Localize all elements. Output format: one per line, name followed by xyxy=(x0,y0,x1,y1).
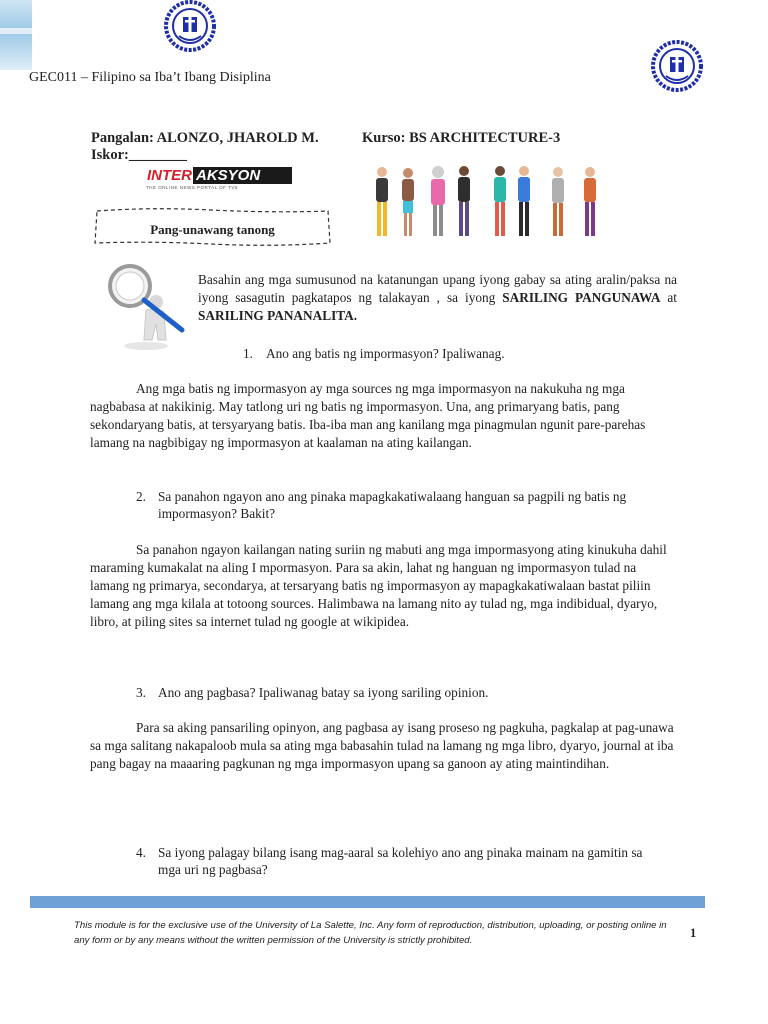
logo-tagline: THE ONLINE NEWS PORTAL OF TV5 xyxy=(146,185,238,190)
intro-emphasis-2: SARILING PANANALITA. xyxy=(198,308,358,323)
university-seal-right xyxy=(648,40,706,92)
magnifier-icon xyxy=(104,262,188,352)
intro-text: Basahin ang mga sumusunod na katanungan upang iyong gabay sa ating aralin/paksa na iyong sasagutin pagkatapos ng talakayan , sa iyong xyxy=(198,272,677,305)
score-field: Iskor:________ xyxy=(91,147,187,163)
answer-2: Sa panahon ngayon kailangan nating suriin ng mabuti ang mga impormasyong ating kinukuha dahil maraming kumakalat na aling I mpormasyon. Para sa akin, lahat ng hanguan ng impormasyon tulad na lamang ng primarya, secondarya, at tersaryang batis ng impormasyon ay mapagkakatiwalaan bastat piliin lamang ang mga kilala at totoong sources. Halimbawa na lamang nito ay tulad ng, mga indibidual, dyaryo, libro, at piling sites sa internet tulad ng google at wikipidea. xyxy=(90,542,667,629)
section-label: Pang-unawang tanong xyxy=(150,222,275,237)
question-2-number: 2. xyxy=(136,489,146,504)
footer-disclaimer: This module is for the exclusive use of the University of La Salette, Inc. Any form of reproduction, distribution, uploading, or posting online in any form or by any means without the written permission of the University is strictly prohibited. xyxy=(74,920,667,946)
student-name: Pangalan: ALONZO, JHAROLD M. xyxy=(91,130,319,146)
logo-aksyon-text: AKSYON xyxy=(193,167,292,184)
intro-emphasis-1: SARILING PANGUNAWA xyxy=(502,290,661,305)
course-title: GEC011 – Filipino sa Iba’t Ibang Disiplina xyxy=(29,70,271,85)
question-1-number: 1. xyxy=(243,346,253,361)
intro-paragraph xyxy=(198,271,677,325)
people-illustration xyxy=(368,160,608,242)
intro-connector: at xyxy=(660,290,678,305)
question-3-number: 3. xyxy=(136,685,146,700)
answer-1: Ang mga batis ng impormasyon ay mga sources ng mga impormasyon na nakukuha ng mga nagbabasa at nakikinig. May tatlong uri ng batis ng impormasyon. Una, ang primaryang batis, pang sekondaryang batis, at tersyaryang batis. Iba-iba man ang kanilang mga pinagmulan ngunit pare-parehas lamang na nagbibigay ng impormasyon at kaalaman na ating kailangan. xyxy=(90,381,646,450)
question-4-number: 4. xyxy=(136,845,146,860)
page-number: 1 xyxy=(690,926,697,940)
corner-decoration xyxy=(0,0,32,70)
footer-bar xyxy=(30,896,705,908)
question-1-text: Ano ang batis ng impormasyon? Ipaliwanag. xyxy=(266,346,505,361)
student-course: Kurso: BS ARCHITECTURE-3 xyxy=(362,130,561,146)
logo-inter-text: INTER xyxy=(147,167,192,184)
question-4-text: Sa iyong palagay bilang isang mag-aaral sa kolehiyo ano ang pinaka mainam na gamitin sa mga uri ng pagbasa? xyxy=(158,845,643,877)
question-3-text: Ano ang pagbasa? Ipaliwanag batay sa iyong sariling opinion. xyxy=(158,685,489,700)
interaksyon-logo xyxy=(146,167,292,191)
question-2-text: Sa panahon ngayon ano ang pinaka mapagkakatiwalaang hanguan sa pagpili ng batis ng impormasyon? Bakit? xyxy=(158,489,627,521)
answer-3: Para sa aking pansariling opinyon, ang pagbasa ay isang proseso ng pagkuha, pagkalap at pag-unawa sa mga salitang nakapaloob mula sa ating mga babasahin tulad na lamang ng mga libro, dyaryo, journal at iba pang bagay na maaaring pagkunan ng mga impormasyon upang sa ganoon ay ating maintindihan. xyxy=(90,720,674,771)
university-seal-top xyxy=(161,0,219,52)
